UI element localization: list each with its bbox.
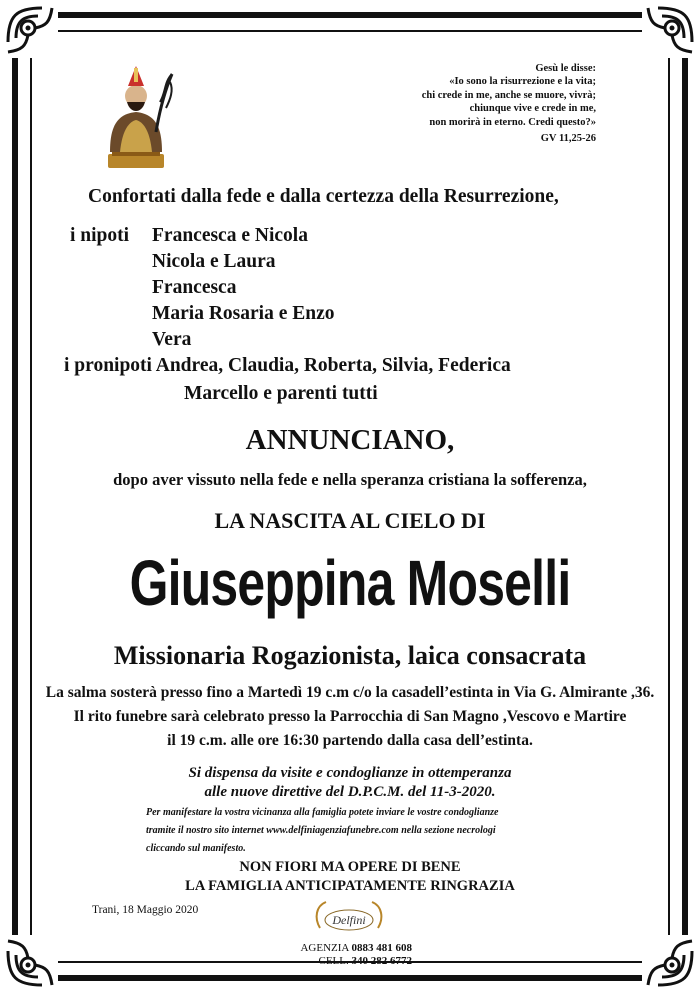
nipote-name: Nicola e Laura <box>152 251 276 272</box>
comfort-text: Confortati dalla fede e dalla certezza della Resurrezione, <box>88 186 559 207</box>
quote-line: chi crede in me, anche se muore, vivrà; <box>421 89 596 101</box>
nipote-name: Francesca e Nicola <box>152 225 308 246</box>
agenzia-label: AGENZIA <box>300 942 349 954</box>
saint-statue-icon <box>100 62 176 170</box>
agency-logo <box>312 898 386 938</box>
nipote-name: Vera <box>152 329 192 350</box>
ornament-corner-icon <box>642 2 698 58</box>
announcement-heading: ANNUNCIANO, <box>245 424 455 456</box>
dispensa-line: alle nuove direttive del D.P.C.M. del 11-3-2020. <box>204 784 496 800</box>
parenti-text: Marcello e parenti tutti <box>184 383 378 404</box>
vicinanza-line: Per manifestare la vostra vicinanza alla famiglia potete inviare le vostre condoglianze <box>146 807 499 818</box>
ornament-corner-icon <box>2 935 58 991</box>
quote-line: chiunque vive e crede in me, <box>469 103 596 115</box>
nipote-name: Francesca <box>152 277 237 298</box>
vicinanza-line: tramite il nostro sito internet www.delfiniagenziafunebre.com nella sezione necrologi <box>146 825 496 836</box>
closing-line: LA FAMIGLIA ANTICIPATAMENTE RINGRAZIA <box>185 878 515 894</box>
salma-line: La salma sosterà presso fino a Martedì 19 c.m c/o la casadell’estinta in Via G. Almirante ,36. <box>45 684 655 701</box>
deceased-title: Missionaria Rogazionista, laica consacrata <box>113 641 587 670</box>
vicinanza-line: cliccando sul manifesto. <box>146 843 246 854</box>
salma-line: Il rito funebre sarà celebrato presso la Parrocchia di San Magno ,Vescovo e Martire <box>73 708 627 725</box>
cell-label: CELL. <box>318 955 349 967</box>
closing-line: NON FIORI MA OPERE DI BENE <box>239 859 461 875</box>
agency-contacts <box>292 942 412 968</box>
quote-line: «Io sono la risurrezione e la vita; <box>449 76 596 88</box>
nascita-heading: LA NASCITA AL CIELO DI <box>214 508 486 533</box>
logo-text: Delfini <box>332 913 366 927</box>
quote-line: non morirà in eterno. Credi questo?» <box>429 116 596 128</box>
pronipoti-text: i pronipoti Andrea, Claudia, Roberta, Silvia, Federica <box>64 355 511 376</box>
nipote-name: Maria Rosaria e Enzo <box>152 303 335 324</box>
ornament-corner-icon <box>642 935 698 991</box>
deceased-name: Giuseppina Moselli <box>129 547 571 619</box>
quote-reference: GV 11,25-26 <box>540 133 596 145</box>
quote-line: Gesù le disse: <box>535 63 596 74</box>
nipoti-label: i nipoti <box>70 225 130 246</box>
cell-phone: 340 282 6772 <box>351 955 412 967</box>
place-date: Trani, 18 Maggio 2020 <box>92 904 199 916</box>
ornament-corner-icon <box>2 2 58 58</box>
dispensa-line: Si dispensa da visite e condoglianze in ottemperanza <box>188 765 512 781</box>
salma-line: il 19 c.m. alle ore 16:30 partendo dalla casa dell’estinta. <box>167 732 533 749</box>
dopo-text: dopo aver vissuto nella fede e nella speranza cristiana la sofferenza, <box>113 470 587 489</box>
agenzia-phone: 0883 481 608 <box>351 942 412 954</box>
scripture-quote <box>386 62 596 145</box>
